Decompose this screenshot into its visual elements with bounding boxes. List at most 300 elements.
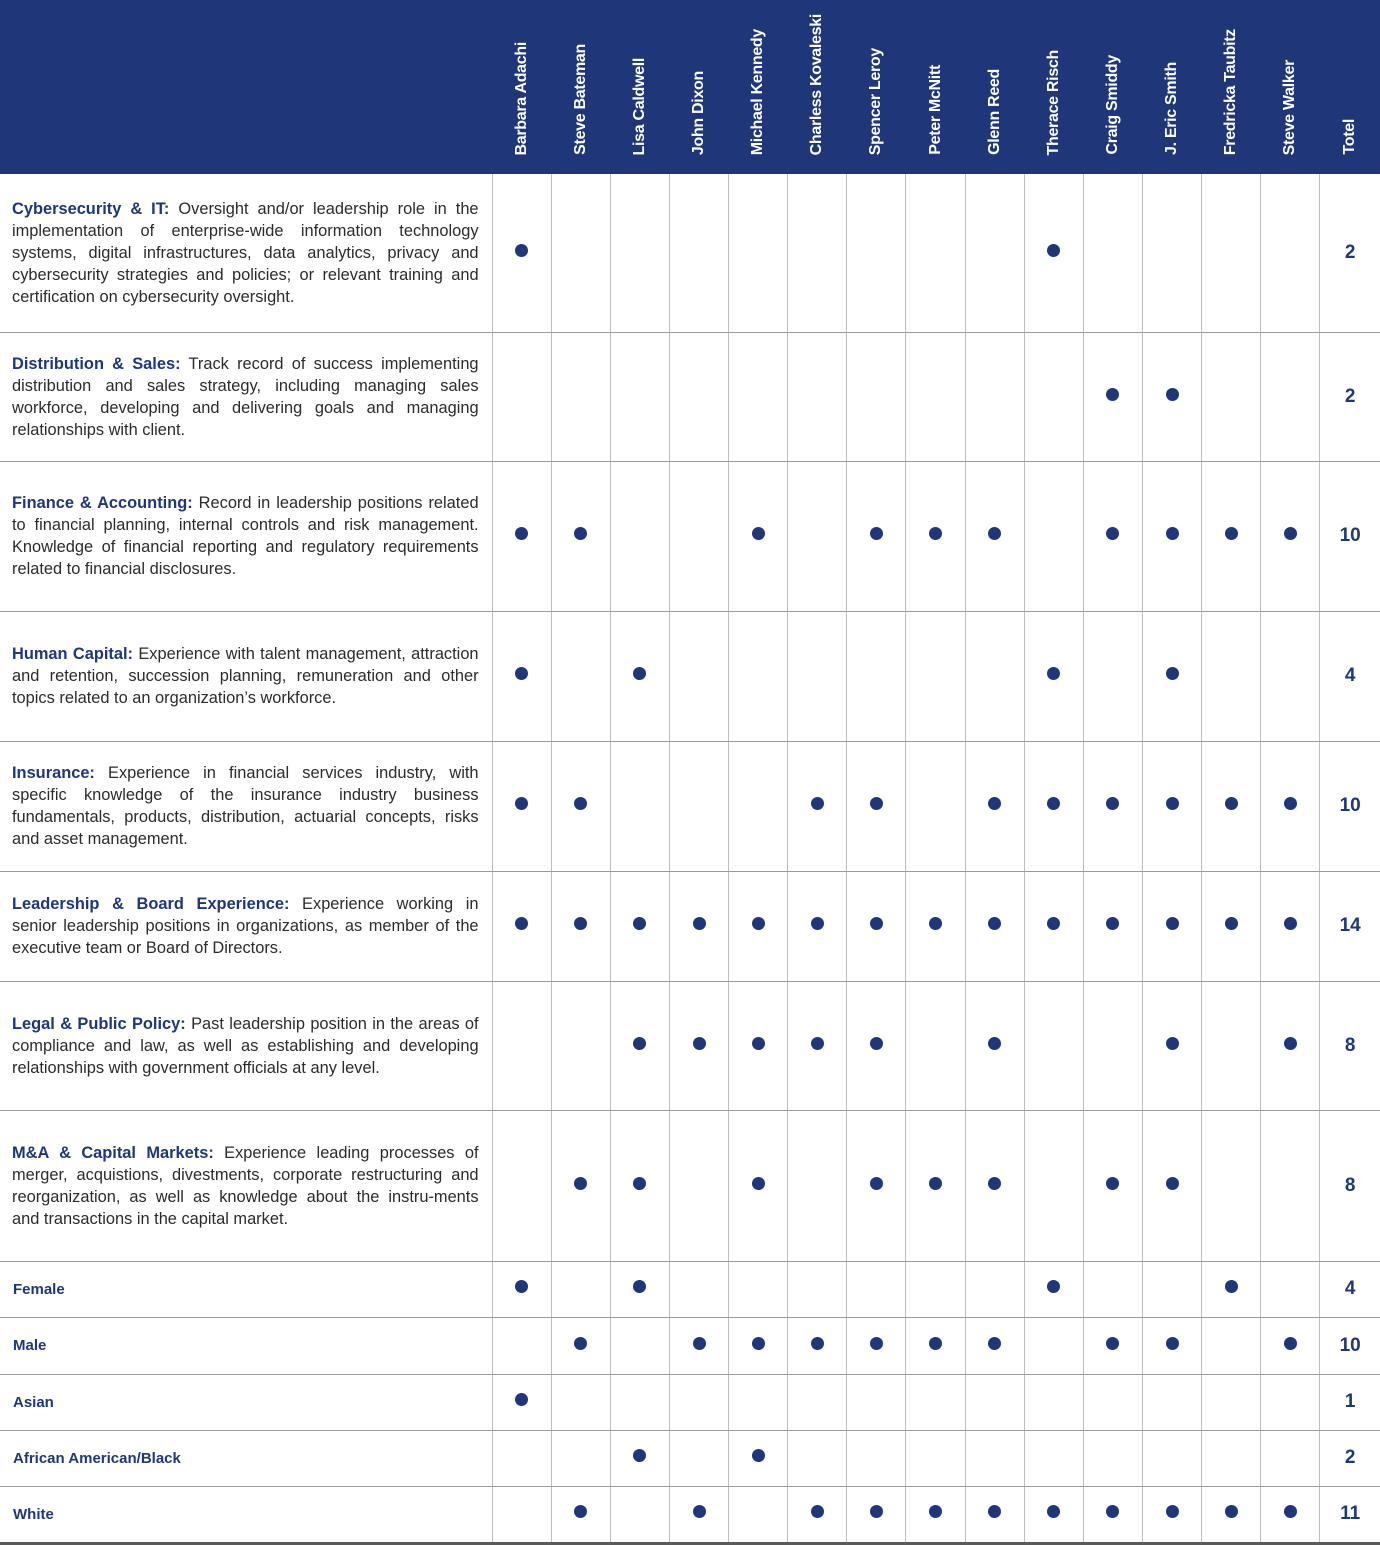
bullet-dot-icon [1284, 1505, 1297, 1518]
director-name: Craig Smiddy [1103, 55, 1121, 155]
matrix-cell [729, 1110, 788, 1261]
matrix-cell [1202, 1110, 1261, 1261]
matrix-cell [669, 1317, 728, 1374]
matrix-cell [788, 611, 847, 741]
row-total: 10 [1320, 461, 1380, 611]
skill-description [0, 332, 492, 461]
matrix-cell [1142, 1317, 1201, 1374]
header-row [0, 0, 1380, 174]
matrix-cell [669, 741, 728, 871]
matrix-cell [906, 1430, 965, 1486]
matrix-cell [1261, 1374, 1320, 1430]
bullet-dot-icon [1166, 1177, 1179, 1190]
skill-text: Experience leading processes of merger, acquistions, divestments, corporate restructuring and reorganization, as well as knowledge about the instru-ments and transactions in the capital market. [12, 1143, 479, 1228]
bullet-dot-icon [633, 1280, 646, 1293]
matrix-cell [1202, 741, 1261, 871]
total-header [1320, 0, 1380, 174]
matrix-cell [669, 981, 728, 1110]
director-name: Peter McNitt [926, 65, 944, 155]
matrix-cell [1083, 1110, 1142, 1261]
matrix-cell [1142, 1110, 1201, 1261]
director-header-michael-kennedy [729, 0, 788, 174]
matrix-cell [788, 461, 847, 611]
skill-text: Experience with talent management, attraction and retention, succession planning, remuneration and other topics related to an organization’s workforce. [12, 645, 479, 707]
skill-label: M&A & Capital Markets: [12, 1143, 214, 1162]
matrix-cell [847, 174, 906, 332]
matrix-cell [965, 1430, 1024, 1486]
matrix-cell [492, 1317, 551, 1374]
skill-text: Oversight and/or leadership role in the implementation of enterprise-wide information technology systems, digital infrastructures, data analytics, privacy and cybersecurity strategies and policies; or relevant training and certification on cybersecurity oversight. [12, 199, 479, 306]
bullet-dot-icon [1106, 1505, 1119, 1518]
matrix-cell [847, 1110, 906, 1261]
matrix-cell [1024, 741, 1083, 871]
row-total: 4 [1320, 1261, 1380, 1317]
matrix-cell [965, 1374, 1024, 1430]
skill-label: Human Capital: [12, 645, 133, 663]
row-total: 14 [1320, 871, 1380, 981]
bullet-dot-icon [752, 1449, 765, 1462]
matrix-cell [492, 611, 551, 741]
matrix-cell [551, 1261, 610, 1317]
bullet-dot-icon [1106, 797, 1119, 810]
bullet-dot-icon [929, 1505, 942, 1518]
bullet-dot-icon [752, 917, 765, 930]
matrix-cell [1202, 332, 1261, 461]
skill-text: Track record of success implementing distribution and sales strategy, including managing sales workforce, developing and delivering goals and managing relationships with client. [12, 354, 479, 439]
director-name: Barbara Adachi [512, 41, 530, 155]
matrix-cell [788, 1374, 847, 1430]
bullet-dot-icon [515, 527, 528, 540]
bullet-dot-icon [870, 917, 883, 930]
director-header-glenn-reed [965, 0, 1024, 174]
bullet-dot-icon [1225, 527, 1238, 540]
matrix-cell [551, 1374, 610, 1430]
director-name: Michael Kennedy [749, 28, 767, 155]
bullet-dot-icon [633, 1177, 646, 1190]
matrix-cell [610, 1110, 669, 1261]
bullet-dot-icon [1166, 388, 1179, 401]
matrix-cell [788, 871, 847, 981]
director-name: Charless Kovaleski [808, 13, 826, 155]
matrix-cell [729, 1430, 788, 1486]
matrix-cell [788, 741, 847, 871]
matrix-cell [1261, 1430, 1320, 1486]
matrix-cell [610, 1317, 669, 1374]
matrix-cell [1202, 1317, 1261, 1374]
matrix-cell [1142, 1374, 1201, 1430]
matrix-cell [906, 871, 965, 981]
matrix-cell [551, 1486, 610, 1543]
matrix-cell [1202, 174, 1261, 332]
matrix-cell [1083, 461, 1142, 611]
bullet-dot-icon [988, 797, 1001, 810]
matrix-cell [1202, 1486, 1261, 1543]
row-total: 1 [1320, 1374, 1380, 1430]
bullet-dot-icon [1047, 1505, 1060, 1518]
matrix-cell [1142, 174, 1201, 332]
matrix-cell [729, 174, 788, 332]
matrix-cell [906, 741, 965, 871]
bullet-dot-icon [574, 797, 587, 810]
matrix-cell [1142, 981, 1201, 1110]
matrix-cell [1202, 871, 1261, 981]
matrix-cell [551, 741, 610, 871]
matrix-cell [1083, 1317, 1142, 1374]
bullet-dot-icon [1166, 1037, 1179, 1050]
matrix-cell [847, 741, 906, 871]
bullet-dot-icon [1106, 1337, 1119, 1350]
bullet-dot-icon [515, 1280, 528, 1293]
matrix-cell [1083, 1374, 1142, 1430]
bullet-dot-icon [1106, 388, 1119, 401]
director-name: Lisa Caldwell [630, 57, 648, 155]
matrix-cell [906, 461, 965, 611]
bullet-dot-icon [1225, 917, 1238, 930]
matrix-cell [788, 1261, 847, 1317]
bullet-dot-icon [1225, 797, 1238, 810]
matrix-cell [847, 1374, 906, 1430]
matrix-cell [492, 1486, 551, 1543]
bullet-dot-icon [1106, 527, 1119, 540]
matrix-cell [551, 174, 610, 332]
matrix-cell [729, 1261, 788, 1317]
matrix-cell [1083, 871, 1142, 981]
bullet-dot-icon [752, 527, 765, 540]
bullet-dot-icon [1166, 917, 1179, 930]
bullet-dot-icon [929, 1177, 942, 1190]
matrix-cell [1261, 1261, 1320, 1317]
matrix-cell [1024, 1110, 1083, 1261]
matrix-cell [1024, 1261, 1083, 1317]
matrix-cell [1202, 1374, 1261, 1430]
bullet-dot-icon [633, 1037, 646, 1050]
bullet-dot-icon [988, 1037, 1001, 1050]
skill-description [0, 741, 492, 871]
bullet-dot-icon [870, 1037, 883, 1050]
matrix-cell [1142, 871, 1201, 981]
bullet-dot-icon [752, 1037, 765, 1050]
matrix-cell [965, 1486, 1024, 1543]
matrix-cell [1261, 611, 1320, 741]
director-header-j-eric-smith [1142, 0, 1201, 174]
matrix-cell [492, 1110, 551, 1261]
matrix-cell [551, 981, 610, 1110]
matrix-cell [1083, 611, 1142, 741]
bullet-dot-icon [515, 244, 528, 257]
row-total: 10 [1320, 1317, 1380, 1374]
bullet-dot-icon [1047, 917, 1060, 930]
skill-description [0, 611, 492, 741]
skill-label: Insurance: [12, 764, 95, 782]
bullet-dot-icon [1225, 1505, 1238, 1518]
matrix-cell [788, 1317, 847, 1374]
skill-text: Experience working in senior leadership positions in organizations, as member of the executive team or Board of Directors. [12, 895, 479, 957]
skill-row-legal-public-policy [0, 981, 1380, 1110]
demographic-label: White [0, 1486, 492, 1543]
director-header-lisa-caldwell [610, 0, 669, 174]
matrix-cell [610, 741, 669, 871]
skill-row-cybersecurity-it [0, 174, 1380, 332]
matrix-cell [729, 1374, 788, 1430]
matrix-cell [788, 174, 847, 332]
matrix-cell [1142, 461, 1201, 611]
skill-row-distribution-sales [0, 332, 1380, 461]
director-header-barbara-adachi [492, 0, 551, 174]
row-total: 10 [1320, 741, 1380, 871]
matrix-cell [1261, 741, 1320, 871]
skill-row-m-a-capital-markets [0, 1110, 1380, 1261]
bullet-dot-icon [870, 1177, 883, 1190]
matrix-cell [965, 741, 1024, 871]
matrix-cell [669, 1486, 728, 1543]
matrix-cell [551, 1110, 610, 1261]
matrix-cell [1261, 461, 1320, 611]
matrix-cell [551, 1430, 610, 1486]
bullet-dot-icon [929, 917, 942, 930]
matrix-cell [669, 174, 728, 332]
matrix-cell [847, 871, 906, 981]
skill-row-insurance [0, 741, 1380, 871]
bullet-dot-icon [811, 1505, 824, 1518]
demographic-label: Female [0, 1261, 492, 1317]
skill-text: Experience in financial services industry, with specific knowledge of the insurance industry business fundamentals, products, distribution, actuarial concepts, risks and asset management. [12, 764, 479, 848]
matrix-cell [788, 1110, 847, 1261]
bullet-dot-icon [752, 1337, 765, 1350]
matrix-cell [1261, 1317, 1320, 1374]
bullet-dot-icon [1166, 797, 1179, 810]
skill-description [0, 871, 492, 981]
skill-row-leadership-board-experience [0, 871, 1380, 981]
matrix-cell [492, 174, 551, 332]
matrix-cell [1142, 1261, 1201, 1317]
matrix-cell [906, 1317, 965, 1374]
matrix-cell [1083, 981, 1142, 1110]
matrix-cell [729, 871, 788, 981]
matrix-cell [847, 461, 906, 611]
matrix-cell [1261, 174, 1320, 332]
bullet-dot-icon [1047, 244, 1060, 257]
bullet-dot-icon [1166, 1337, 1179, 1350]
matrix-cell [729, 981, 788, 1110]
director-header-peter-mcnitt [906, 0, 965, 174]
matrix-cell [729, 332, 788, 461]
director-name: Glenn Reed [985, 69, 1003, 155]
matrix-cell [1142, 611, 1201, 741]
bullet-dot-icon [633, 917, 646, 930]
bullet-dot-icon [870, 1505, 883, 1518]
skill-description [0, 174, 492, 332]
matrix-cell [1261, 871, 1320, 981]
header-blank-cell [0, 0, 492, 174]
bullet-dot-icon [929, 527, 942, 540]
matrix-cell [847, 1317, 906, 1374]
director-header-john-dixon [669, 0, 728, 174]
bullet-dot-icon [1047, 1280, 1060, 1293]
director-header-steve-bateman [551, 0, 610, 174]
director-header-steve-walker [1261, 0, 1320, 174]
matrix-cell [1202, 981, 1261, 1110]
demographic-label: Asian [0, 1374, 492, 1430]
bullet-dot-icon [870, 527, 883, 540]
matrix-cell [1024, 611, 1083, 741]
bullet-dot-icon [929, 1337, 942, 1350]
matrix-cell [610, 332, 669, 461]
matrix-cell [1024, 871, 1083, 981]
matrix-cell [1261, 1110, 1320, 1261]
matrix-cell [965, 1317, 1024, 1374]
skill-row-human-capital [0, 611, 1380, 741]
bullet-dot-icon [1284, 797, 1297, 810]
matrix-cell [1142, 1486, 1201, 1543]
matrix-cell [1024, 1486, 1083, 1543]
matrix-cell [788, 981, 847, 1110]
skill-row-finance-accounting [0, 461, 1380, 611]
matrix-cell [847, 1261, 906, 1317]
bullet-dot-icon [515, 917, 528, 930]
matrix-cell [965, 332, 1024, 461]
matrix-cell [965, 981, 1024, 1110]
bullet-dot-icon [574, 527, 587, 540]
matrix-cell [1083, 741, 1142, 871]
bullet-dot-icon [515, 1393, 528, 1406]
row-total: 8 [1320, 981, 1380, 1110]
bullet-dot-icon [574, 1337, 587, 1350]
matrix-cell [1024, 981, 1083, 1110]
director-name: Therace Risch [1044, 49, 1062, 155]
matrix-cell [965, 611, 1024, 741]
matrix-cell [492, 461, 551, 611]
matrix-cell [669, 461, 728, 611]
matrix-cell [788, 1486, 847, 1543]
matrix-header [0, 0, 1380, 174]
skill-label: Cybersecurity & IT: [12, 199, 170, 218]
bullet-dot-icon [1166, 527, 1179, 540]
bullet-dot-icon [811, 917, 824, 930]
matrix-cell [669, 1261, 728, 1317]
matrix-cell [965, 1110, 1024, 1261]
demographic-label: Male [0, 1317, 492, 1374]
matrix-cell [847, 332, 906, 461]
matrix-cell [610, 1374, 669, 1430]
matrix-cell [492, 1430, 551, 1486]
bullet-dot-icon [693, 1337, 706, 1350]
director-header-charless-kovaleski [788, 0, 847, 174]
matrix-cell [492, 871, 551, 981]
matrix-cell [847, 1486, 906, 1543]
matrix-cell [965, 174, 1024, 332]
matrix-cell [669, 611, 728, 741]
director-name: John Dixon [690, 70, 707, 155]
matrix-cell [492, 741, 551, 871]
bullet-dot-icon [1225, 1280, 1238, 1293]
matrix-cell [551, 1317, 610, 1374]
bullet-dot-icon [1284, 917, 1297, 930]
matrix-cell [610, 1430, 669, 1486]
bullet-dot-icon [988, 527, 1001, 540]
matrix-cell [1142, 1430, 1201, 1486]
bullet-dot-icon [693, 917, 706, 930]
bullet-dot-icon [633, 667, 646, 680]
demographic-label: African American/Black [0, 1430, 492, 1486]
matrix-cell [610, 611, 669, 741]
skill-text: Record in leadership positions related to financial planning, internal controls and risk management. Knowledge of financial reporting and regulatory requirements related to financial disclosures. [12, 494, 479, 578]
row-total: 2 [1320, 1430, 1380, 1486]
row-total: 11 [1320, 1486, 1380, 1543]
matrix-cell [729, 461, 788, 611]
matrix-cell [1083, 1430, 1142, 1486]
bullet-dot-icon [693, 1037, 706, 1050]
director-header-craig-smiddy [1083, 0, 1142, 174]
bullet-dot-icon [988, 917, 1001, 930]
matrix-cell [610, 1486, 669, 1543]
skill-label: Finance & Accounting: [12, 494, 193, 512]
row-total: 4 [1320, 611, 1380, 741]
bullet-dot-icon [633, 1449, 646, 1462]
matrix-cell [1024, 461, 1083, 611]
matrix-cell [610, 981, 669, 1110]
bullet-dot-icon [1047, 667, 1060, 680]
director-header-therace-risch [1024, 0, 1083, 174]
bullet-dot-icon [870, 1337, 883, 1350]
matrix-cell [669, 1430, 728, 1486]
matrix-cell [965, 1261, 1024, 1317]
matrix-cell [1261, 1486, 1320, 1543]
matrix-cell [551, 332, 610, 461]
bullet-dot-icon [870, 797, 883, 810]
matrix-cell [965, 871, 1024, 981]
bullet-dot-icon [1166, 667, 1179, 680]
skill-description [0, 1110, 492, 1261]
matrix-cell [906, 332, 965, 461]
demographic-row-male [0, 1317, 1380, 1374]
matrix-cell [847, 1430, 906, 1486]
matrix-cell [610, 461, 669, 611]
matrix-cell [1083, 1486, 1142, 1543]
demographic-row-asian [0, 1374, 1380, 1430]
matrix-cell [669, 871, 728, 981]
matrix-cell [492, 981, 551, 1110]
demographic-row-white [0, 1486, 1380, 1543]
matrix-cell [669, 332, 728, 461]
director-name: J. Eric Smith [1163, 61, 1180, 155]
matrix-cell [551, 871, 610, 981]
bullet-dot-icon [1106, 1177, 1119, 1190]
matrix-cell [610, 174, 669, 332]
director-header-fredricka-taubitz [1202, 0, 1261, 174]
matrix-cell [965, 461, 1024, 611]
matrix-cell [551, 461, 610, 611]
matrix-cell [729, 741, 788, 871]
bullet-dot-icon [1284, 527, 1297, 540]
director-header-spencer-leroy [847, 0, 906, 174]
matrix-cell [906, 611, 965, 741]
bullet-dot-icon [574, 1177, 587, 1190]
matrix-cell [906, 981, 965, 1110]
matrix-cell [492, 1261, 551, 1317]
bullet-dot-icon [988, 1337, 1001, 1350]
director-name: Spencer Leroy [867, 47, 885, 155]
matrix-cell [729, 1486, 788, 1543]
matrix-cell [1083, 332, 1142, 461]
total-label: Totel [1340, 119, 1358, 155]
bullet-dot-icon [811, 1337, 824, 1350]
director-name: Steve Bateman [571, 44, 589, 155]
matrix-cell [610, 1261, 669, 1317]
matrix-cell [1261, 332, 1320, 461]
matrix-cell [788, 1430, 847, 1486]
matrix-cell [788, 332, 847, 461]
skill-label: Leadership & Board Experience: [12, 895, 290, 913]
